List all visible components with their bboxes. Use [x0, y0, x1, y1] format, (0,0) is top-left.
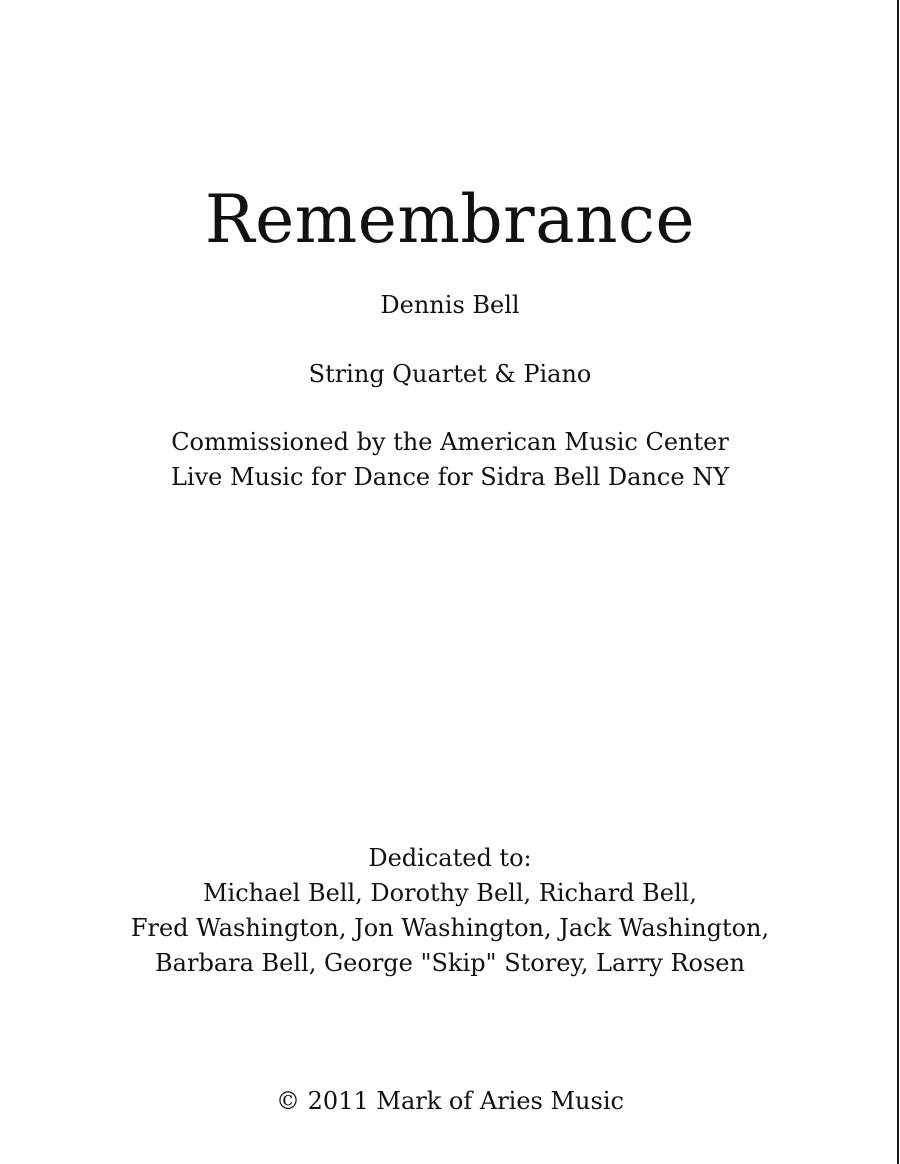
dedication-line: Barbara Bell, George "Skip" Storey, Larry Rosen — [155, 949, 745, 977]
composer-name: Dennis Bell — [380, 291, 520, 319]
dedication-line: Michael Bell, Dorothy Bell, Richard Bell, — [202, 879, 697, 907]
copyright-notice: © 2011 Mark of Aries Music — [276, 1087, 624, 1115]
dedication-block — [0, 841, 900, 981]
piece-title: Remembrance — [204, 181, 696, 258]
dedication-line: Fred Washington, Jon Washington, Jack Washington, — [130, 914, 770, 942]
dedication-heading: Dedicated to: — [368, 844, 532, 872]
commission-line: Live Music for Dance for Sidra Bell Dance NY — [170, 463, 730, 491]
instrumentation: String Quartet & Piano — [308, 360, 592, 388]
commission-block — [0, 425, 900, 495]
commission-line: Commissioned by the American Music Center — [171, 428, 729, 456]
page-edge-border — [897, 0, 899, 1164]
